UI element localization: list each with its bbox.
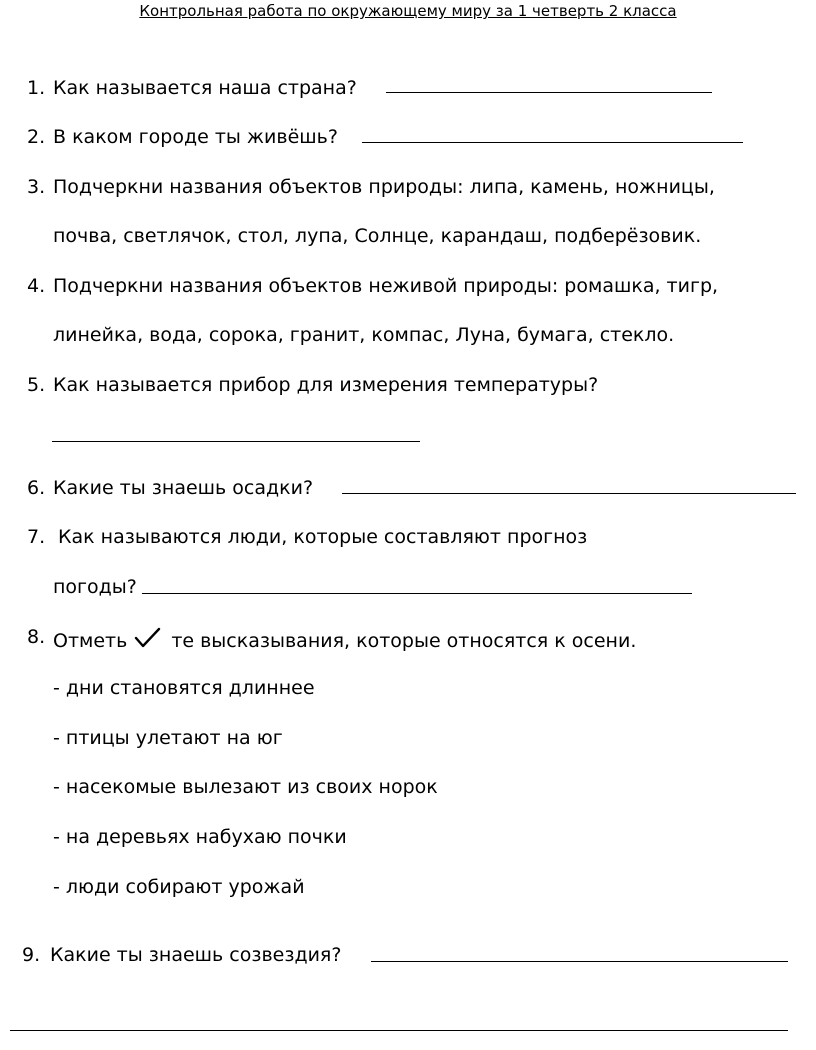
option-item[interactable]: - птицы улетают на юг bbox=[53, 727, 283, 749]
question-7-line-1: Как называются люди, которые составляют прогноз bbox=[58, 526, 588, 548]
question-8-text bbox=[53, 626, 636, 652]
option-item[interactable]: - насекомые вылезают из своих норок bbox=[53, 776, 438, 798]
question-8-after: те высказывания, которые относятся к осени. bbox=[171, 630, 637, 652]
option-item[interactable]: - на деревьях набухаю почки bbox=[53, 826, 347, 848]
option-item[interactable]: - дни становятся длиннее bbox=[53, 677, 315, 699]
question-3-number: 3. bbox=[27, 176, 46, 198]
answer-line-2[interactable] bbox=[362, 142, 743, 143]
answer-line-5[interactable] bbox=[52, 441, 420, 442]
answer-line-9-extra[interactable] bbox=[10, 1030, 788, 1031]
question-2-number: 2. bbox=[27, 126, 46, 148]
option-item[interactable]: - люди собирают урожай bbox=[53, 876, 305, 898]
question-4-line-1: Подчеркни названия объектов неживой природы: ромашка, тигр, bbox=[53, 275, 719, 297]
question-2-text: В каком городе ты живёшь? bbox=[53, 126, 338, 148]
question-3-line-1: Подчеркни названия объектов природы: липа, камень, ножницы, bbox=[53, 176, 715, 198]
question-5-number: 5. bbox=[27, 374, 46, 396]
question-9-number: 9. bbox=[22, 944, 41, 966]
question-1-number: 1. bbox=[27, 77, 46, 99]
answer-line-1[interactable] bbox=[386, 92, 712, 93]
question-7-line-2: погоды? bbox=[53, 576, 137, 598]
question-8-number: 8. bbox=[27, 626, 46, 648]
answer-line-6[interactable] bbox=[342, 493, 796, 494]
question-3-line-2: почва, светлячок, стол, лупа, Солнце, карандаш, подберёзовик. bbox=[53, 225, 702, 247]
question-9-text: Какие ты знаешь созвездия? bbox=[50, 944, 342, 966]
question-5-text: Как называется прибор для измерения температуры? bbox=[53, 374, 599, 396]
question-1-text: Как называется наша страна? bbox=[53, 77, 357, 99]
checkmark-icon bbox=[133, 626, 163, 648]
question-8-before: Отметь bbox=[53, 630, 128, 652]
question-4-line-2: линейка, вода, сорока, гранит, компас, Луна, бумага, стекло. bbox=[53, 324, 675, 346]
question-7-number: 7. bbox=[27, 526, 46, 548]
answer-line-9[interactable] bbox=[371, 961, 788, 962]
question-4-number: 4. bbox=[27, 275, 46, 297]
page-title: Контрольная работа по окружающему миру за 1 четверть 2 класса bbox=[139, 2, 677, 20]
answer-line-7[interactable] bbox=[142, 593, 692, 594]
question-6-text: Какие ты знаешь осадки? bbox=[53, 477, 314, 499]
question-6-number: 6. bbox=[27, 477, 46, 499]
